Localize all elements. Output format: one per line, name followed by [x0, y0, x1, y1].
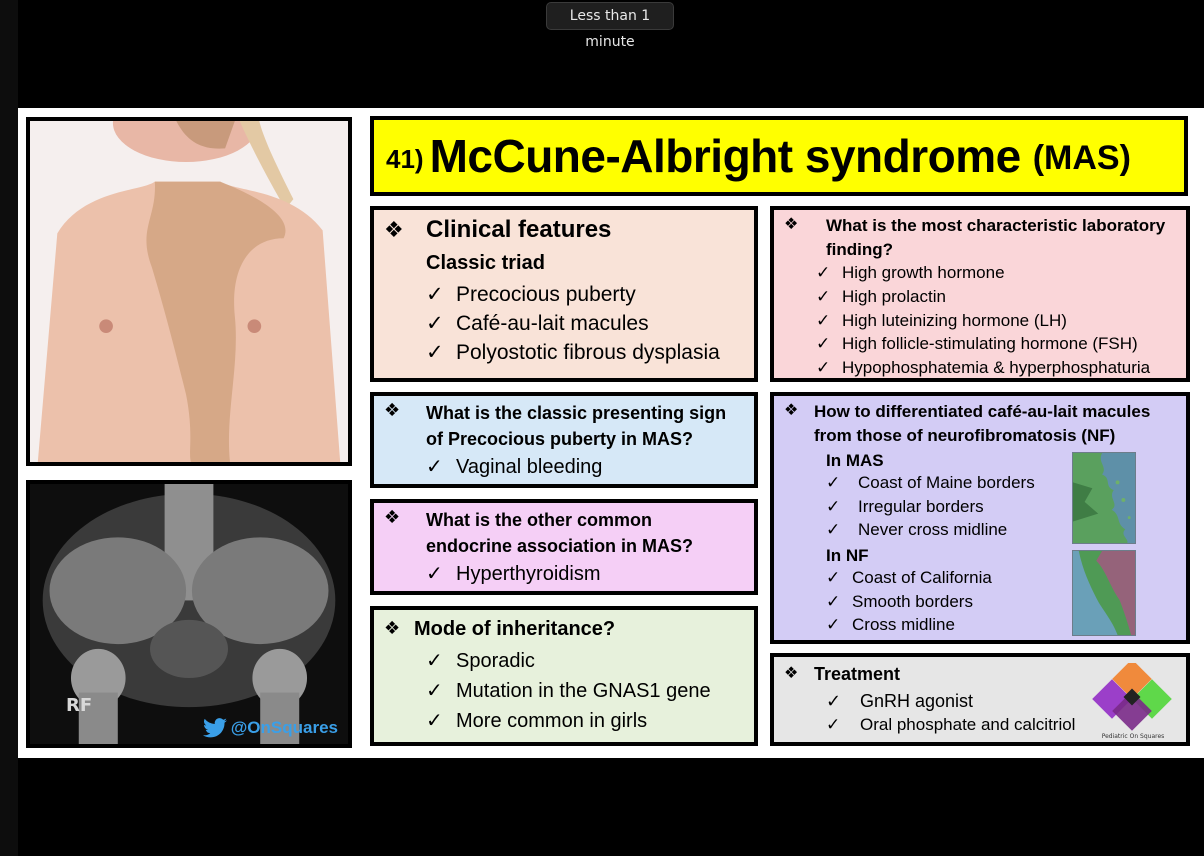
check-icon: ✓ — [816, 334, 831, 354]
list-item: ✓ Hypophosphatemia & hyperphosphaturia — [816, 358, 1151, 378]
title-text: McCune-Albright syndrome — [429, 130, 1021, 182]
treatment-box — [770, 653, 1190, 746]
list-item: ✓ Café-au-lait macules — [426, 311, 649, 335]
list-item: ✓ More common in girls — [426, 708, 648, 732]
lab-heading-line1: What is the most characteristic laboratory — [826, 216, 1166, 235]
california-coast-map — [1072, 550, 1136, 636]
list-item: ✓ Never cross midline — [826, 520, 1008, 540]
list-item: ✓ High growth hormone — [816, 263, 1005, 283]
clinical-heading: Clinical features — [426, 216, 612, 243]
differentiate-heading-line2: from those of neurofibromatosis (NF) — [814, 426, 1116, 445]
logo-text: Pediatric On Squares — [1101, 733, 1165, 740]
slide — [18, 108, 1204, 758]
presenting-heading-line2: of Precocious puberty in MAS? — [426, 429, 694, 449]
list-item: ✓ Vaginal bleeding — [426, 454, 603, 478]
endocrine-association-box — [370, 499, 758, 595]
list-item: ✓ Smooth borders — [826, 592, 973, 612]
child-photo — [26, 117, 352, 466]
title-abbreviation: (MAS) — [1032, 138, 1131, 177]
check-icon: ✓ — [826, 715, 841, 735]
list-item: ✓ GnRH agonist — [826, 691, 974, 712]
twitter-handle: @OnSquares — [230, 718, 338, 737]
list-item: ✓ High luteinizing hormone (LH) — [816, 311, 1067, 331]
check-icon: ✓ — [816, 263, 831, 283]
check-icon: ✓ — [816, 311, 831, 331]
list-item: ✓ Oral phosphate and calcitriol — [826, 715, 1076, 735]
check-icon: ✓ — [426, 340, 444, 364]
list-item: ✓ High prolactin — [816, 287, 946, 307]
nf-label: In NF — [826, 546, 869, 565]
presenting-heading-line1: What is the classic presenting sign — [426, 403, 727, 423]
diamond-bullet-icon: ❖ — [384, 618, 401, 639]
inheritance-box — [370, 606, 758, 746]
list-item: ✓ Mutation in the GNAS1 gene — [426, 678, 711, 702]
check-icon: ✓ — [426, 648, 443, 672]
check-icon: ✓ — [426, 311, 444, 335]
check-icon: ✓ — [826, 691, 842, 712]
diamond-bullet-icon: ❖ — [384, 400, 401, 421]
check-icon: ✓ — [426, 454, 443, 478]
check-icon: ✓ — [426, 561, 443, 585]
list-item: ✓ Coast of California — [826, 568, 992, 588]
diamond-bullet-icon: ❖ — [384, 507, 401, 528]
list-item: ✓ Polyostotic fibrous dysplasia — [426, 340, 720, 364]
check-icon: ✓ — [426, 708, 443, 732]
endocrine-heading-line1: What is the other common — [426, 510, 653, 530]
treatment-heading: Treatment — [814, 664, 901, 684]
diamond-bullet-icon: ❖ — [384, 218, 404, 243]
title-number: 41) — [386, 143, 424, 174]
check-icon: ✓ — [826, 473, 841, 493]
check-icon: ✓ — [826, 615, 841, 635]
twitter-icon — [203, 718, 227, 738]
maine-coast-map — [1072, 452, 1136, 544]
list-item: ✓ Cross midline — [826, 615, 955, 635]
check-icon: ✓ — [826, 520, 841, 540]
pelvis-xray — [26, 480, 352, 748]
check-icon: ✓ — [826, 568, 841, 588]
check-icon: ✓ — [426, 282, 444, 306]
check-icon: ✓ — [816, 287, 831, 307]
mas-label: In MAS — [826, 451, 884, 470]
endocrine-heading-line2: endocrine association in MAS? — [426, 536, 694, 556]
list-item: ✓ Coast of Maine borders — [826, 473, 1035, 493]
xray-watermark: RF — [66, 695, 93, 716]
diamond-bullet-icon: ❖ — [784, 663, 799, 682]
presenting-sign-box — [370, 392, 758, 488]
check-icon: ✓ — [826, 497, 841, 517]
diamond-bullet-icon: ❖ — [784, 214, 799, 233]
slide-title — [370, 116, 1188, 196]
lab-heading-line2: finding? — [826, 240, 894, 259]
clinical-subheading: Classic triad — [426, 252, 545, 274]
list-item: ✓ Irregular borders — [826, 497, 984, 517]
pediatric-on-squares-logo — [1090, 663, 1176, 743]
check-icon: ✓ — [816, 358, 831, 378]
list-item: ✓ Sporadic — [426, 648, 535, 672]
inheritance-heading: Mode of inheritance? — [414, 618, 616, 640]
differentiate-heading-line1: How to differentiated café-au-lait macules — [814, 402, 1151, 421]
list-item: ✓ Hyperthyroidism — [426, 561, 601, 585]
list-item: ✓ Precocious puberty — [426, 282, 636, 306]
lab-finding-box — [770, 206, 1190, 382]
clinical-features-box — [370, 206, 758, 382]
check-icon: ✓ — [826, 592, 841, 612]
twitter-credit[interactable] — [203, 718, 338, 738]
duration-toast: Less than 1 minute — [546, 2, 674, 30]
check-icon: ✓ — [426, 678, 443, 702]
list-item: ✓ High follicle-stimulating hormone (FSH) — [816, 334, 1138, 354]
left-edge-strip — [0, 0, 18, 856]
diamond-bullet-icon: ❖ — [784, 400, 799, 419]
differentiation-box — [770, 392, 1190, 644]
